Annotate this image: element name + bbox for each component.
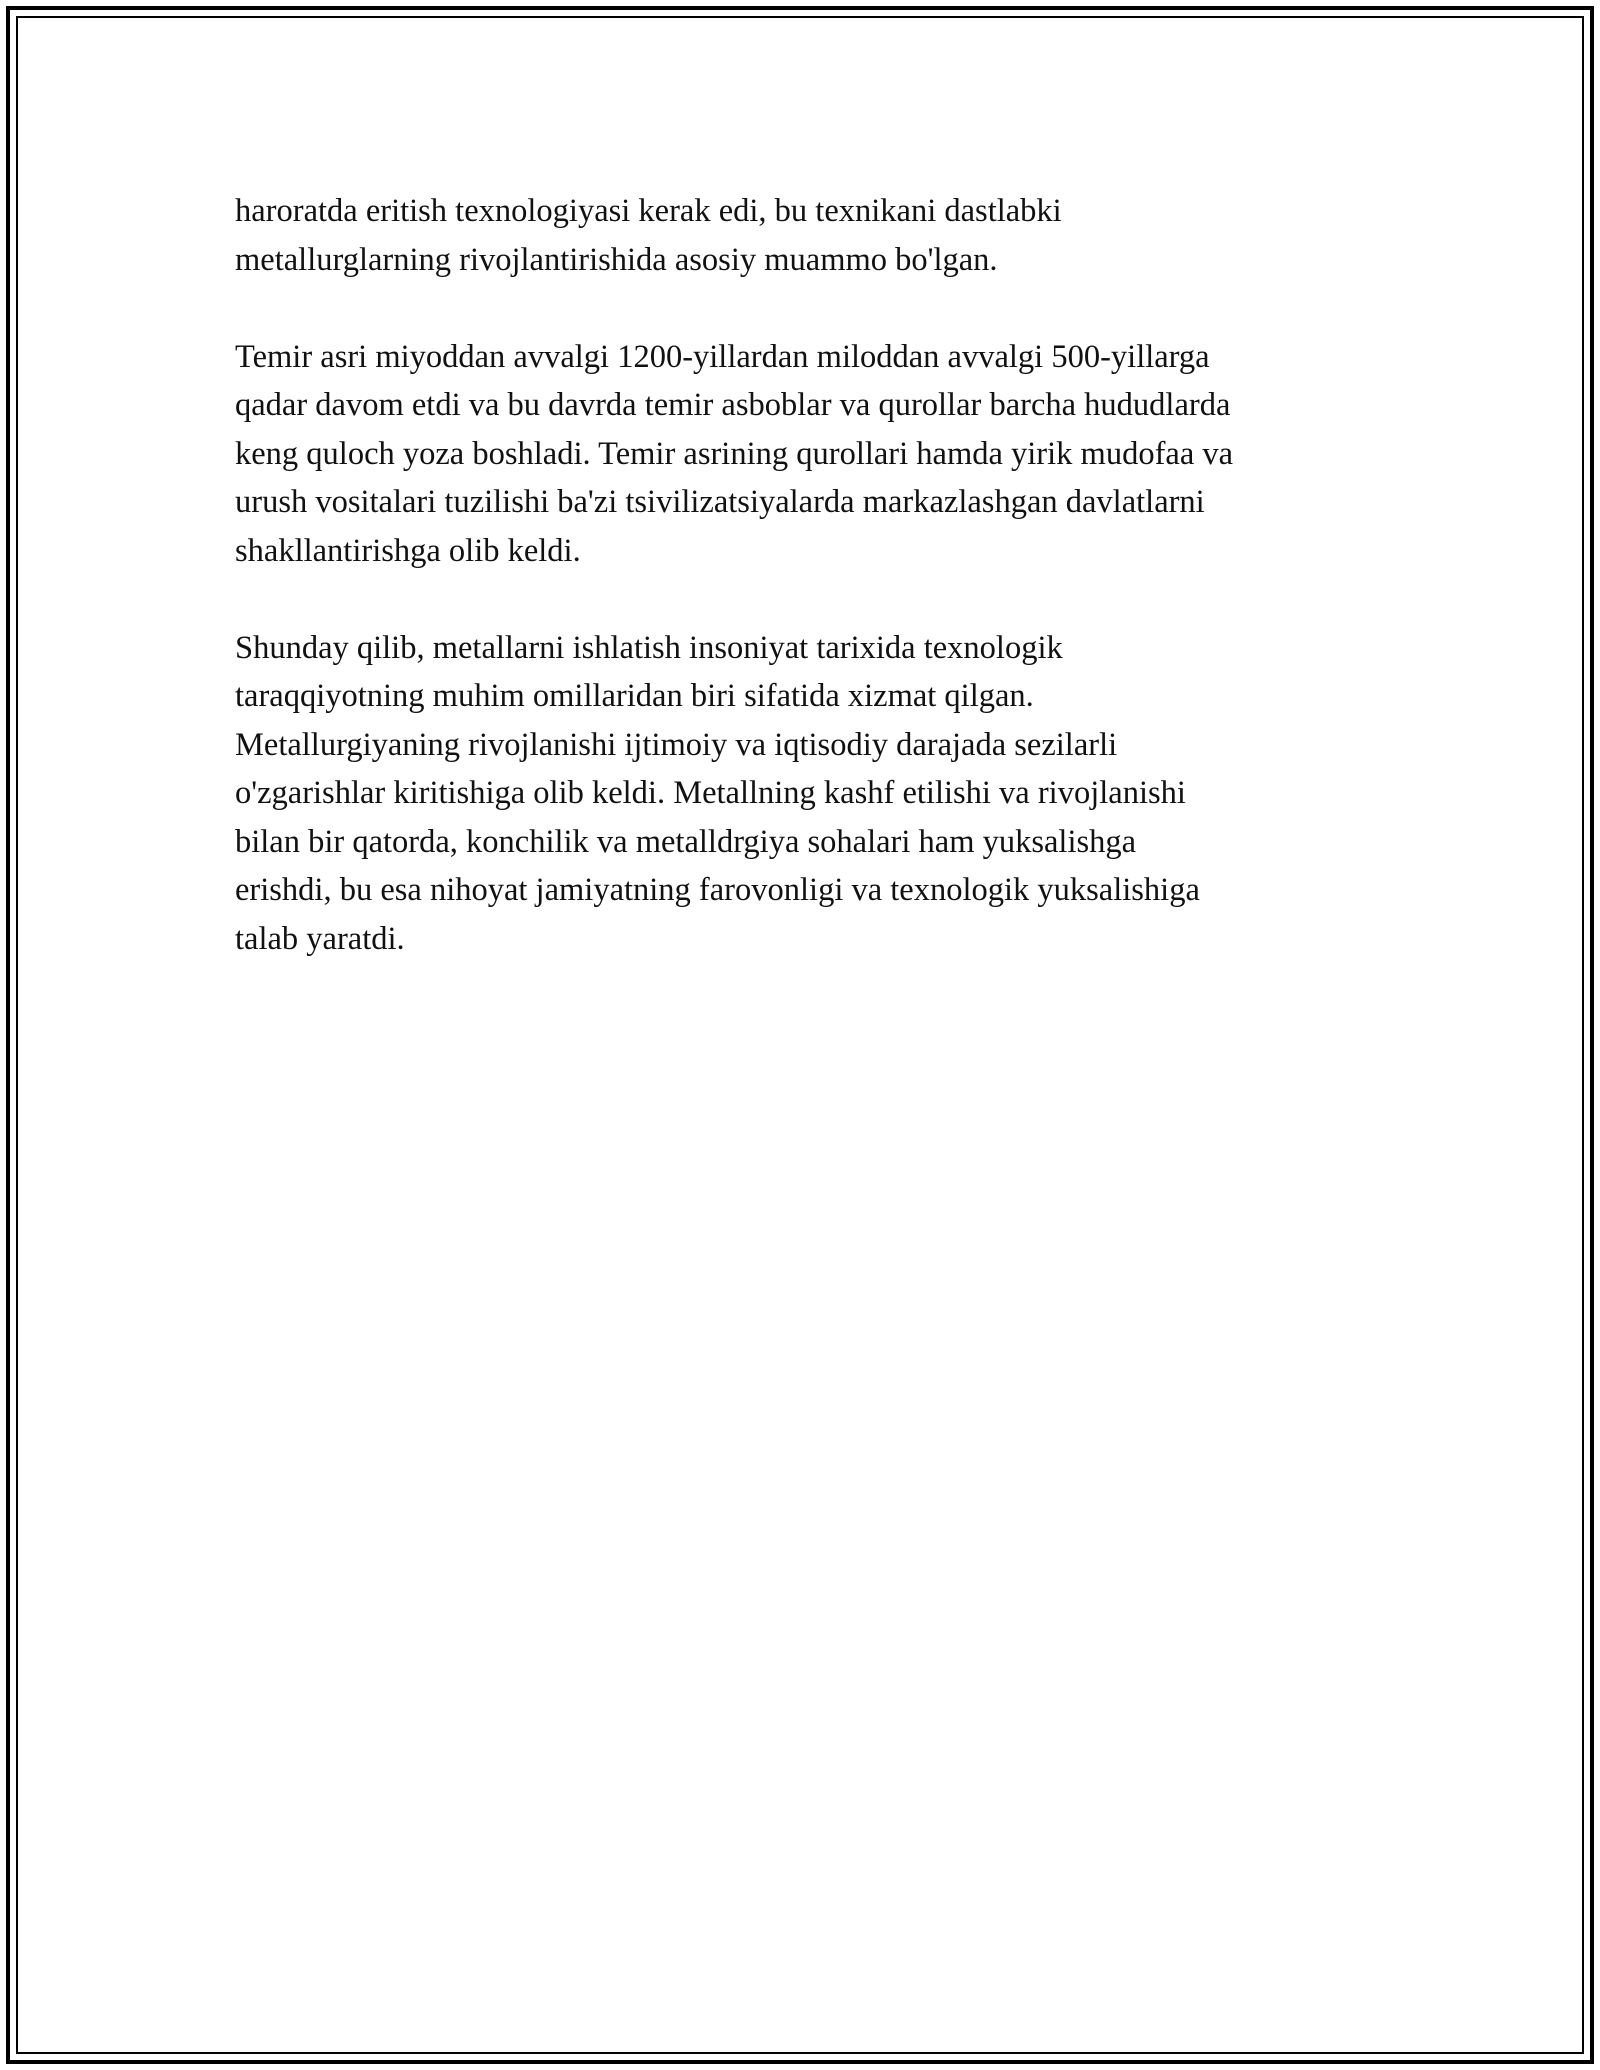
paragraph-line: talab yaratdi. [235, 920, 405, 957]
paragraph-line: shakllantirishga olib keldi. [235, 532, 581, 569]
paragraph-line: o'zgarishlar kiritishiga olib keldi. Metallning kashf etilishi va rivojlanishi [235, 775, 1186, 811]
paragraph-line: Metallurgiyaning rivojlanishi ijtimoiy va iqtisodiy darajada sezilarli [235, 726, 1118, 763]
paragraph-line: Temir asri miyoddan avvalgi 1200-yillardan miloddan avvalgi 500-yillarga [235, 338, 1210, 375]
paragraph-3 [235, 624, 1415, 964]
paragraph-line: taraqqiyotning muhim omillaridan biri sifatida xizmat qilgan. [235, 678, 1034, 714]
paragraph-1 [235, 187, 1415, 284]
paragraph-2 [235, 333, 1415, 576]
paragraph-line: metallurglarning rivojlantirishida asosiy muammo bo'lgan. [235, 241, 998, 278]
paragraph-line: qadar davom etdi va bu davrda temir asboblar va qurollar barcha hududlarda [235, 387, 1231, 423]
paragraph-line: haroratda eritish texnologiyasi kerak edi, bu texnikani dastlabki [235, 193, 1062, 229]
paragraph-line: bilan bir qatorda, konchilik va metalldrgiya sohalari ham yuksalishga [235, 823, 1137, 860]
paragraph-line: urush vositalari tuzilishi ba'zi tsivilizatsiyalarda markazlashgan davlatlarni [235, 484, 1205, 520]
paragraph-line: Shunday qilib, metallarni ishlatish insoniyat tarixida texnologik [235, 629, 1063, 666]
paragraph-line: keng quloch yoza boshladi. Temir asrining qurollari hamda yirik mudofaa va [235, 435, 1234, 472]
document-body [235, 187, 1415, 1012]
paragraph-line: erishdi, bu esa nihoyat jamiyatning farovonligi va texnologik yuksalishiga [235, 872, 1200, 908]
